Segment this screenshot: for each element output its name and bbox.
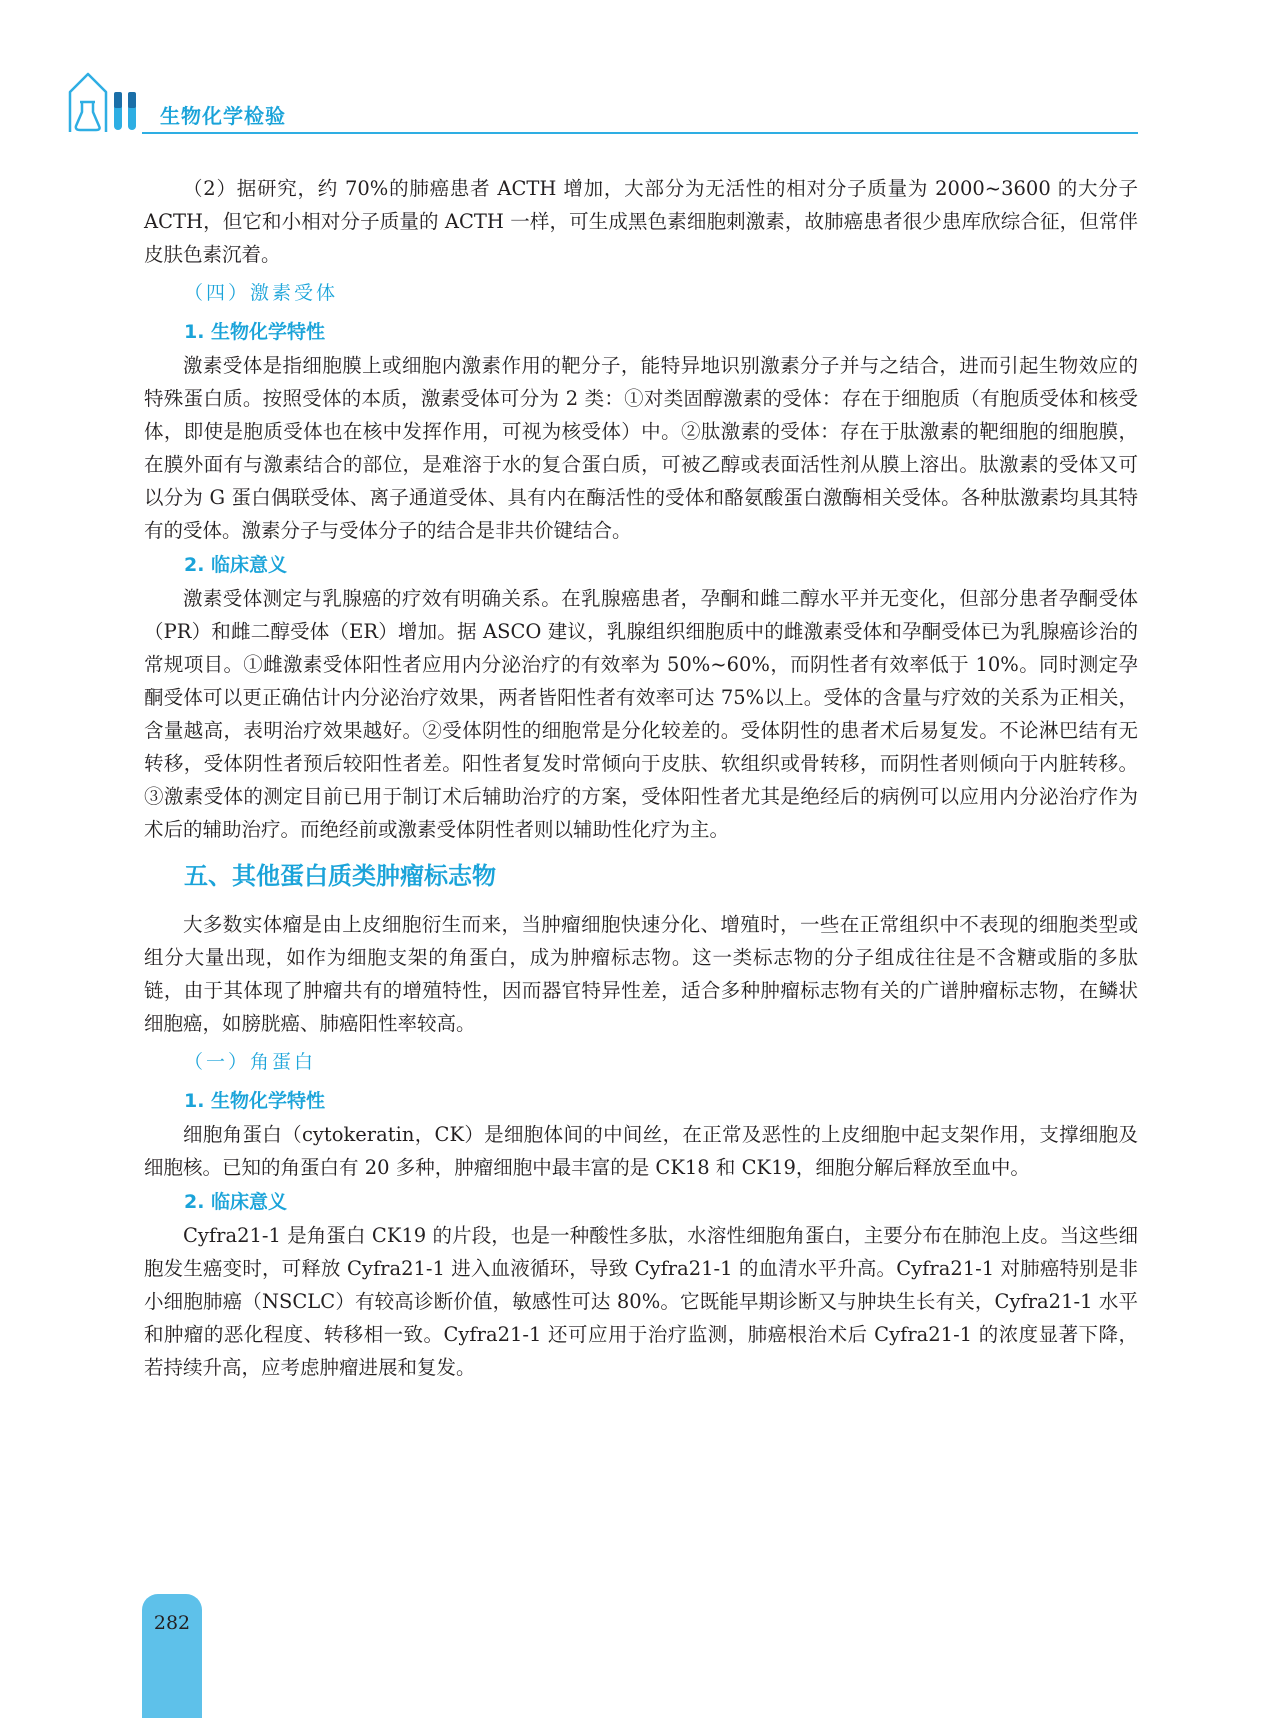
paragraph-acth-point-2: （2）据研究，约 70%的肺癌患者 ACTH 增加，大部分为无活性的相对分子质量为 2000~3600 的大分子 ACTH，但它和小相对分子质量的 ACTH 一样，可生成黑色素细胞刺激素，故肺癌患者很少患库欣综合征，但常伴皮肤色素沉着。 — [144, 177, 1138, 266]
page-body — [144, 172, 1138, 1384]
subheading-keratin: （一）角蛋白 — [184, 1051, 317, 1073]
header-divider — [142, 132, 1138, 134]
page-number: 282 — [153, 1612, 191, 1634]
heading-keratin-biochemical-properties: 1. 生物化学特性 — [184, 1090, 326, 1112]
section-heading-other-protein-markers: 五、其他蛋白质类肿瘤标志物 — [184, 862, 496, 890]
paragraph-keratin-biochemistry: 细胞角蛋白（cytokeratin，CK）是细胞体间的中间丝，在正常及恶性的上皮细胞中起支架作用，支撑细胞及细胞核。已知的角蛋白有 20 多种，肿瘤细胞中最丰富的是 CK18 和 CK19，细胞分解后释放至血中。 — [144, 1123, 1138, 1179]
paragraph-receptor-clinical: 激素受体测定与乳腺癌的疗效有明确关系。在乳腺癌患者，孕酮和雌二醇水平并无变化，但部分患者孕酮受体（PR）和雌二醇受体（ER）增加。据 ASCO 建议，乳腺组织细胞质中的雌激素受体和孕酮受体已为乳腺癌诊治的常规项目。①雌激素受体阳性者应用内分泌治疗的有效率为 50%~60%，而阴性者有效率低于 10%。同时测定孕酮受体可以更正确估计内分泌治疗效果，两者皆阳性者有效率可达 75%以上。受体的含量与疗效的关系为正相关，含量越高，表明治疗效果越好。②受体阴性的细胞常是分化较差的。受体阴性的患者术后易复发。不论淋巴结有无转移，受体阴性者预后较阳性者差。阳性者复发时常倾向于皮肤、软组织或骨转移，而阴性者则倾向于内脏转移。③激素受体的测定目前已用于制订术后辅助治疗的方案，受体阳性者尤其是绝经后的病例可以应用内分泌治疗作为术后的辅助治疗。而绝经前或激素受体阴性者则以辅助性化疗为主。 — [144, 587, 1138, 841]
paragraph-section5-intro: 大多数实体瘤是由上皮细胞衍生而来，当肿瘤细胞快速分化、增殖时，一些在正常组织中不表现的细胞类型或组分大量出现，如作为细胞支架的角蛋白，成为肿瘤标志物。这一类标志物的分子组成往往是不含糖或脂的多肽链，由于其体现了肿瘤共有的增殖特性，因而器官特异性差，适合多种肿瘤标志物有关的广谱肿瘤标志物，在鳞状细胞癌，如膀胱癌、肺癌阳性率较高。 — [144, 913, 1138, 1035]
paragraph-receptor-biochemistry: 激素受体是指细胞膜上或细胞内激素作用的靶分子，能特异地识别激素分子并与之结合，进而引起生物效应的特殊蛋白质。按照受体的本质，激素受体可分为 2 类：①对类固醇激素的受体：存在于细胞质（有胞质受体和核受体，即使是胞质受体也在核中发挥作用，可视为核受体）中。②肽激素的受体：存在于肽激素的靶细胞的细胞膜，在膜外面有与激素结合的部位，是难溶于水的复合蛋白质，可被乙醇或表面活性剂从膜上溶出。肽激素的受体又可以分为 G 蛋白偶联受体、离子通道受体、具有内在酶活性的受体和酪氨酸蛋白激酶相关受体。各种肽激素均具其特有的受体。激素分子与受体分子的结合是非共价键结合。 — [144, 354, 1138, 542]
lab-flask-logo-icon — [66, 62, 146, 136]
heading-clinical-significance: 2. 临床意义 — [184, 554, 288, 576]
subheading-hormone-receptor: （四）激素受体 — [184, 282, 339, 304]
running-header-title: 生物化学检验 — [160, 104, 286, 128]
paragraph-cyfra21-clinical: Cyfra21-1 是角蛋白 CK19 的片段，也是一种酸性多肽，水溶性细胞角蛋白，主要分布在肺泡上皮。当这些细胞发生癌变时，可释放 Cyfra21-1 进入血液循环，导致 Cyfra21-1 的血清水平升高。Cyfra21-1 对肺癌特别是非小细胞肺癌（NSCLC）有较高诊断价值，敏感性可达 80%。它既能早期诊断又与肿块生长有关，Cyfra21-1 水平和肿瘤的恶化程度、转移相一致。Cyfra21-1 还可应用于治疗监测，肺癌根治术后 Cyfra21-1 的浓度显著下降，若持续升高，应考虑肿瘤进展和复发。 — [144, 1224, 1138, 1379]
heading-keratin-clinical-significance: 2. 临床意义 — [184, 1191, 288, 1213]
heading-biochemical-properties: 1. 生物化学特性 — [184, 321, 326, 343]
